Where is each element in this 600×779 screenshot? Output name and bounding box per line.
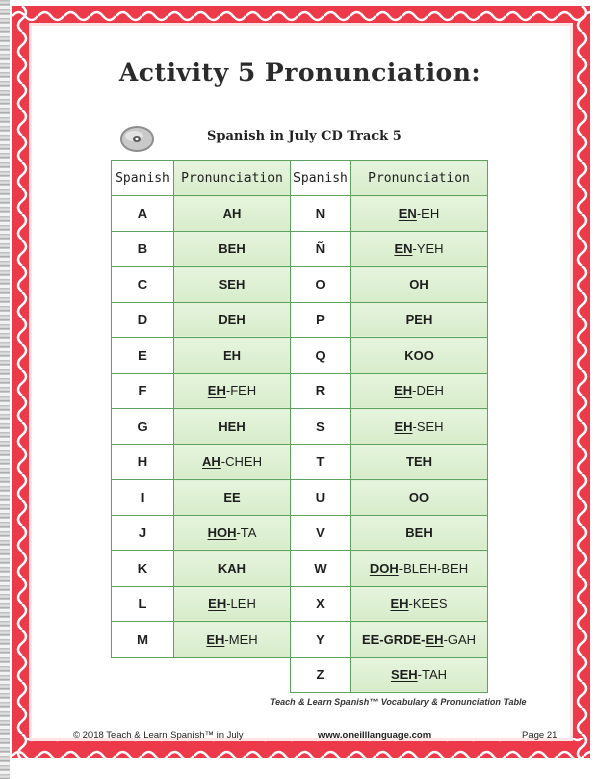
pronunciation-text: -TA — [236, 525, 257, 541]
pronunciation-text: -DEH — [412, 383, 444, 399]
stressed-syllable: EN — [398, 205, 417, 221]
table-row — [112, 444, 488, 480]
pronunciation-cell — [174, 302, 291, 338]
spanish-letter: Q — [291, 338, 351, 374]
spanish-letter: E — [112, 338, 174, 374]
spanish-letter: N — [291, 196, 351, 232]
header-spanish: Spanish — [112, 161, 174, 196]
table-row — [112, 622, 488, 658]
footer-website-link[interactable]: www.oneilllanguage.com — [318, 730, 432, 741]
pronunciation-cell — [351, 302, 488, 338]
pronunciation-cell — [174, 409, 291, 445]
stressed-syllable: EH — [390, 596, 409, 612]
pronunciation-cell — [174, 444, 291, 480]
pronunciation-table — [111, 160, 488, 693]
pronunciation-text: -EH — [416, 205, 440, 221]
pronunciation-text: -TAH — [417, 667, 448, 683]
pronunciation-text: -CHEH — [220, 454, 262, 470]
pronunciation-cell — [174, 480, 291, 516]
pronunciation-cell — [351, 480, 488, 516]
stressed-syllable: DOH — [369, 560, 399, 576]
pronunciation-text: BEH — [405, 525, 433, 541]
table-row — [112, 551, 488, 587]
pronunciation-text: KAH — [217, 560, 247, 576]
pronunciation-text: -YEH — [412, 241, 444, 257]
table-row — [112, 231, 488, 267]
spanish-letter: S — [291, 409, 351, 445]
pronunciation-cell — [174, 551, 291, 587]
pronunciation-text: KOO — [404, 347, 434, 363]
spanish-letter: Z — [291, 657, 351, 693]
table-row — [112, 373, 488, 409]
page-title: Activity 5 Pronunciation: — [118, 58, 482, 87]
spanish-letter: I — [112, 480, 174, 516]
header-pronunciation: Pronunciation — [351, 161, 488, 196]
spanish-letter: R — [291, 373, 351, 409]
pronunciation-cell — [351, 622, 488, 658]
pronunciation-text: OO — [408, 489, 430, 505]
cd-disc-icon — [118, 124, 156, 154]
pronunciation-cell — [351, 409, 488, 445]
table-row — [112, 657, 488, 693]
spanish-letter: K — [112, 551, 174, 587]
pronunciation-text: -GAH — [443, 631, 477, 647]
stressed-syllable: EN — [394, 241, 413, 257]
stressed-syllable: EH — [425, 631, 444, 647]
table-row — [112, 302, 488, 338]
spanish-letter: C — [112, 267, 174, 303]
pronunciation-cell — [351, 196, 488, 232]
pronunciation-cell — [174, 267, 291, 303]
spanish-letter: Ñ — [291, 231, 351, 267]
pronunciation-text: OH — [409, 276, 429, 292]
spanish-letter: X — [291, 586, 351, 622]
table-header-row — [112, 161, 488, 196]
table-row — [112, 409, 488, 445]
pronunciation-cell — [174, 338, 291, 374]
empty-cell — [112, 657, 174, 693]
spanish-letter: G — [112, 409, 174, 445]
pronunciation-text: -BLEH-BEH — [398, 560, 469, 576]
cd-track-subtitle: Spanish in July CD Track 5 — [207, 129, 402, 144]
spanish-letter: O — [291, 267, 351, 303]
pronunciation-text: -FEH — [225, 383, 257, 399]
spanish-letter: H — [112, 444, 174, 480]
pronunciation-text: TEH — [406, 454, 432, 470]
spanish-letter: M — [112, 622, 174, 658]
pronunciation-cell — [351, 657, 488, 693]
pronunciation-cell — [174, 586, 291, 622]
table-row — [112, 338, 488, 374]
stressed-syllable: EH — [394, 383, 413, 399]
spanish-letter: J — [112, 515, 174, 551]
pronunciation-text: -LEH — [226, 596, 256, 612]
stressed-syllable: HOH — [207, 525, 237, 541]
pronunciation-cell — [351, 551, 488, 587]
pronunciation-text: EH — [222, 347, 242, 363]
stressed-syllable: EH — [208, 596, 227, 612]
pronunciation-text: HEH — [218, 418, 246, 434]
pronunciation-text: EE — [223, 489, 241, 505]
spanish-letter: D — [112, 302, 174, 338]
empty-cell — [174, 657, 291, 693]
spanish-letter: L — [112, 586, 174, 622]
pronunciation-text: PEH — [405, 312, 433, 328]
stressed-syllable: SEH — [390, 667, 418, 683]
stressed-syllable: EH — [207, 383, 226, 399]
pronunciation-cell — [351, 586, 488, 622]
pronunciation-cell — [174, 196, 291, 232]
spanish-letter: W — [291, 551, 351, 587]
pronunciation-text: BEH — [218, 241, 246, 257]
pronunciation-cell — [174, 231, 291, 267]
spanish-letter: Y — [291, 622, 351, 658]
footer-page-number: Page 21 — [522, 730, 558, 741]
spanish-letter: A — [112, 196, 174, 232]
pronunciation-text: -MEH — [224, 631, 258, 647]
spanish-letter: F — [112, 373, 174, 409]
spanish-letter: U — [291, 480, 351, 516]
stressed-syllable: AH — [202, 454, 221, 470]
pronunciation-cell — [351, 231, 488, 267]
table-caption: Teach & Learn Spanish™ Vocabulary & Pronunciation Table — [270, 697, 527, 707]
table-row — [112, 586, 488, 622]
pronunciation-text: DEH — [218, 312, 246, 328]
pronunciation-cell — [351, 267, 488, 303]
header-pronunciation: Pronunciation — [174, 161, 291, 196]
pronunciation-prefix: EE-GRDE- — [361, 631, 426, 647]
header-spanish: Spanish — [291, 161, 351, 196]
spanish-letter: B — [112, 231, 174, 267]
pronunciation-cell — [351, 444, 488, 480]
pronunciation-cell — [174, 515, 291, 551]
pronunciation-text: SEH — [218, 276, 246, 292]
spanish-letter: T — [291, 444, 351, 480]
pronunciation-text: -KEES — [408, 596, 448, 612]
stressed-syllable: EH — [206, 631, 225, 647]
table-row — [112, 480, 488, 516]
spanish-letter: P — [291, 302, 351, 338]
footer-copyright: © 2018 Teach & Learn Spanish™ in July — [73, 730, 244, 741]
pronunciation-cell — [174, 373, 291, 409]
table-row — [112, 267, 488, 303]
spanish-letter: V — [291, 515, 351, 551]
table-row — [112, 196, 488, 232]
stressed-syllable: EH — [394, 418, 413, 434]
table-row — [112, 515, 488, 551]
pronunciation-cell — [174, 622, 291, 658]
pronunciation-cell — [351, 338, 488, 374]
pronunciation-cell — [351, 515, 488, 551]
pronunciation-text: -SEH — [412, 418, 444, 434]
pronunciation-cell — [351, 373, 488, 409]
pronunciation-text: AH — [222, 205, 242, 221]
